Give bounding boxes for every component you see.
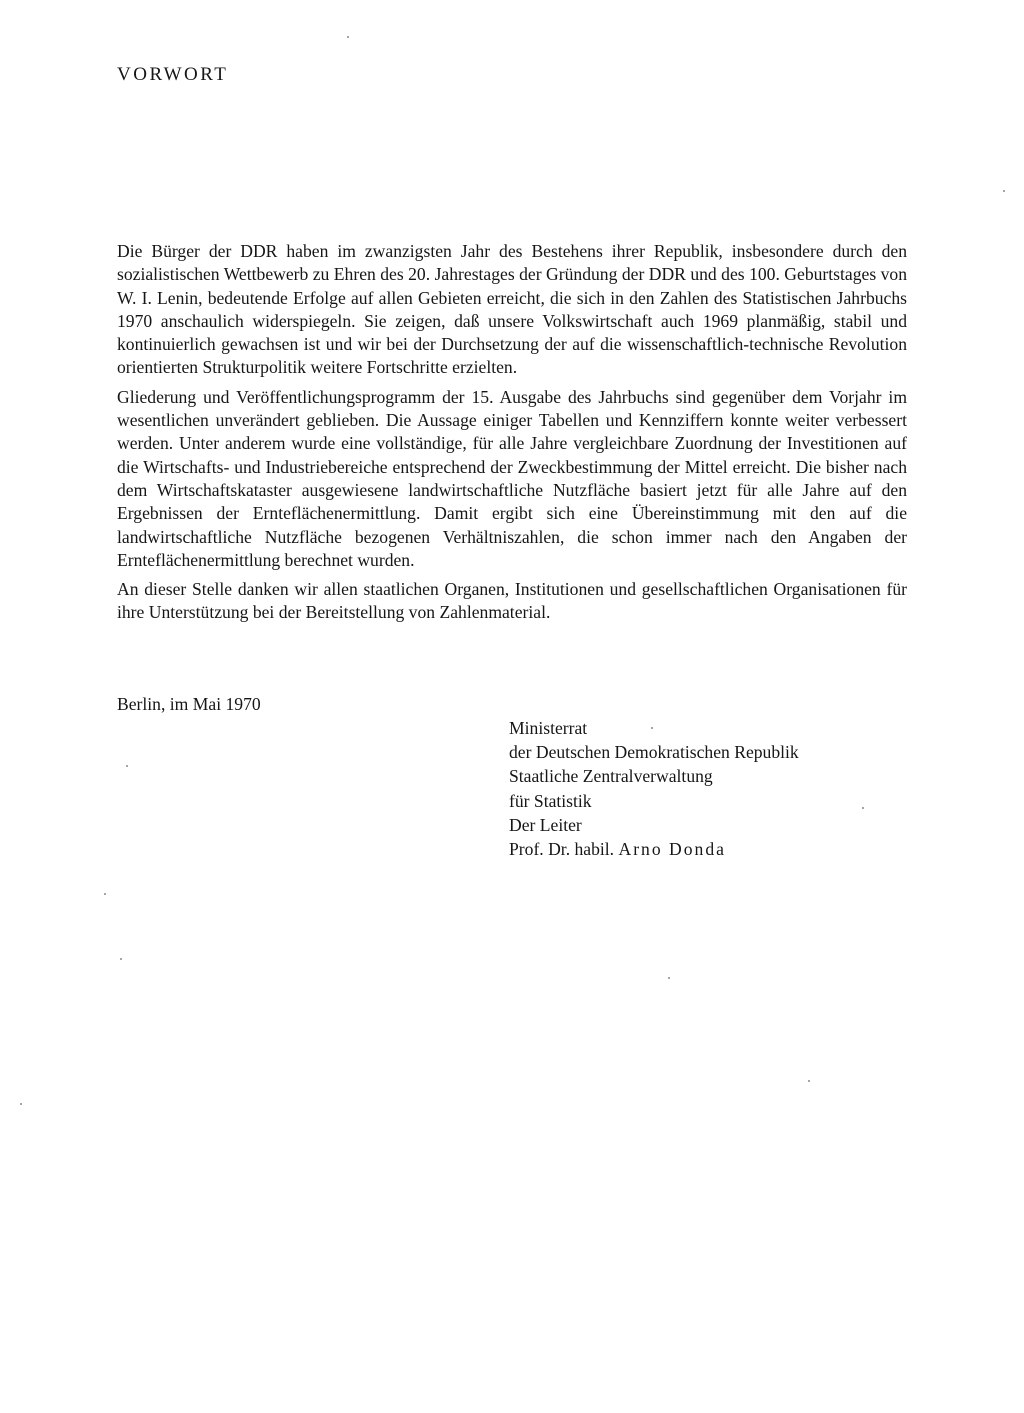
place-date: Berlin, im Mai 1970 xyxy=(117,694,261,714)
signature-line-3: Staatliche Zentralverwaltung xyxy=(509,766,713,787)
scan-speck xyxy=(862,807,864,809)
paragraph-1: Die Bürger der DDR haben im zwanzigsten Jahr des Bestehens ihrer Republik, insbesondere durch den sozialistischen Wettbewerb zu Ehren des 20. Jahrestages der Gründung der DDR und des 100. Geburtstages von W. I. Lenin, bedeutende Erfolge auf allen Gebieten erreicht, die sich in den Zahlen des Statistischen Jahrbuchs 1970 anschaulich widerspiegeln. Sie zeigen, daß unsere Volkswirtschaft auch 1969 planmäßig, stabil und kontinuierlich gewachsen ist und wir bei der Durchsetzung der auf die wissenschaftlich-technische Revolution orientierten Strukturpolitik weitere Fortschritte erzielten. xyxy=(117,241,907,378)
scan-speck xyxy=(20,1103,22,1105)
foreword-body xyxy=(117,240,907,631)
signature-block xyxy=(509,716,799,861)
scan-speck xyxy=(347,36,349,38)
signature-line-2: der Deutschen Demokratischen Republik xyxy=(509,742,799,763)
scan-speck xyxy=(668,977,670,979)
signature-title: Prof. Dr. habil. xyxy=(509,839,615,860)
paragraph-3: An dieser Stelle danken wir allen staatlichen Organen, Institutionen und gesellschaftlichen Organisationen für ihre Unterstützung bei der Bereitstellung von Zahlenmaterial. xyxy=(117,579,907,623)
signature-line-4: für Statistik xyxy=(509,790,592,811)
scan-speck xyxy=(808,1080,810,1082)
signature-line-1: Ministerrat xyxy=(509,718,588,738)
page-title: VORWORT xyxy=(117,64,229,85)
scan-speck xyxy=(104,893,106,895)
paragraph-2: Gliederung und Veröffentlichungsprogramm der 15. Ausgabe des Jahrbuchs sind gegenüber dem Vorjahr im wesentlichen unverändert geblieben. Die Aussage einiger Tabellen und Kennziffern konnte weiter verbessert werden. Unter anderem wurde eine vollständige, für alle Jahre vergleichbare Zuordnung der Investitionen auf die Wirtschafts- und Industriebereiche entsprechend der Zweckbestimmung der Mittel erreicht. Die bisher nach dem Wirtschaftskataster ausgewiesene landwirtschaftliche Nutzfläche basiert jetzt für alle Jahre auf den Ergebnissen der Ernteflächenermittlung. Damit ergibt sich eine Übereinstimmung mit den auf die landwirtschaftliche Nutzfläche bezogenen Verhältniszahlen, die schon immer nach den Angaben der Ernteflächenermittlung berechnet wurden. xyxy=(117,386,907,570)
scan-speck xyxy=(651,727,653,729)
signature-line-5: Der Leiter xyxy=(509,814,582,835)
signature-name: Arno Donda xyxy=(618,839,726,860)
scan-speck xyxy=(126,765,128,767)
scan-speck xyxy=(1003,190,1005,192)
scan-speck xyxy=(120,958,122,960)
signature-name-line xyxy=(509,837,799,861)
